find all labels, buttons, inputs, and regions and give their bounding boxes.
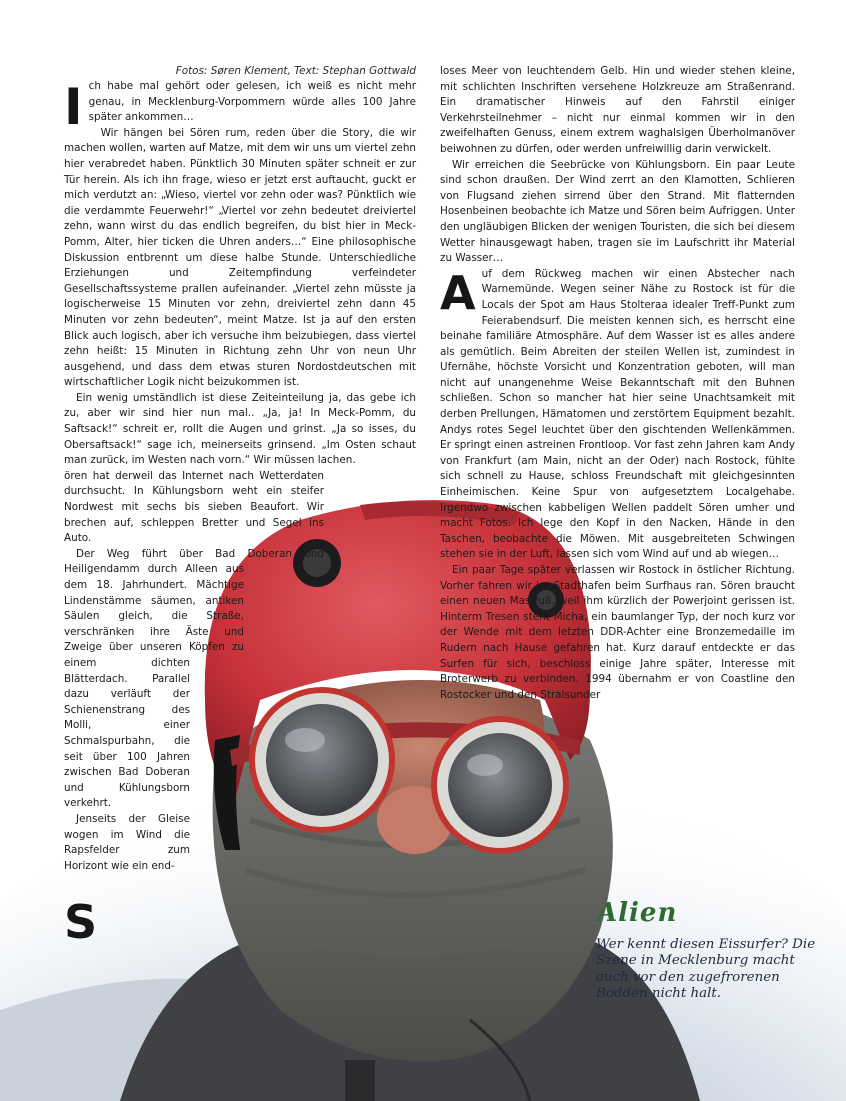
left-paragraph-5: Der Weg führt über Bad Doberan und Heiligendamm durch Alleen aus dem 18. Jahrhundert. Mächtige Lindenstämme säumen, antiken Säulen gleich, die Straße, verschränken ihre Äste und Zweige über unseren Köpfen zu einem dichten Blätterdach. Parallel dazu verläuft der Schienenstrang des Molli, einer Schmalspurbahn, die seit über 100 Jahren zwischen Bad Doberan und Kühlungsborn verkehrt. xyxy=(64,547,324,810)
right-paragraph-4: Ein paar Tage später verlassen wir Rostock in östlicher Richtung. Vorher fahren wir im Stadthafen beim Surfhaus ran. Sören braucht einen neuen Mastfuß, weil ihm kürzlich der Powerjoint gerissen ist. Hinterm Tresen steht Micha, ein baumlanger Typ, der noch kurz vor der Wende mit dem letzten DDR-Achter eine Bronzemedaille im Rudern nach Hause gefahren hat. Kurz darauf entdeckte er das Surfen für sich, beschloss einige Jahre später, Interesse mit Broterwerb zu verbinden. 1994 übernahm er von Coastline den Rostocker und den Stralsunder xyxy=(440,564,795,701)
drop-cap-s: S xyxy=(64,894,98,949)
photo-credit: Fotos: Søren Klement, Text: Stephan Gottwald xyxy=(175,65,416,77)
right-paragraph-2: Wir erreichen die Seebrücke von Kühlungsborn. Ein paar Leute sind schon draußen. Der Wind zerrt an den Klamotten, Schlieren von Flugsand ziehen sirrend über den Strand. Mit flatternden Hosenbeinen beobachte ich Matze und Sören beim Aufriggen. Unter den ungläubigen Blicken der wenigen Touristen, die sich bei diesem Wetter hinausgewagt haben, tragen sie im Laufschritt ihr Material zu Wasser… xyxy=(440,158,795,265)
right-paragraph-3 xyxy=(440,267,795,563)
left-column xyxy=(64,79,416,1097)
left-paragraph-6: Jenseits der Gleise wogen im Wind die Rapsfelder zum Horizont wie ein end- xyxy=(64,812,190,872)
drop-cap-i: I xyxy=(64,78,83,136)
right-column xyxy=(440,64,795,703)
left-paragraph-2: Wir hängen bei Sören rum, reden über die Story, die wir machen wollen, warten auf Matze, mit dem wir uns um viertel zehn hier verabredet haben. Pünktlich 30 Minuten später schneit er zur Tür herein. Als ich ihn frage, wieso er jetzt erst auftaucht, guckt er mich verdutzt an: „Wieso, viertel vor zehn oder was? Pünktlich wie die verdammte Feuerwehr!“ „Viertel vor zehn bedeutet dreiviertel zehn, wann wirst du das endlich begreifen, du bist hier in Meck-Pomm, Alter, hier ticken die Uhren anders…“ Eine philosophische Diskussion entbrennt um diese halbe Stunde. Unterschiedliche Erziehungen und Zeitempfindung verfeindeter Gesellschaftssysteme prallen aufeinander. „Viertel zehn müsste ja logischerweise 15 Minuten vor zehn, dreiviertel zehn dann 45 Minuten vor zehn bedeuten“, meint Matze. Ist ja auf den ersten Blick auch logisch, aber ich versuche ihm beizubiegen, dass viertel zehn heißt: 15 Minuten in Richtung zehn Uhr von neun Uhr ausgehend, und dass dem etwas sturen Nordostdeutschen mit wirtschaftlicher Logik nicht beizukommen ist. xyxy=(64,126,416,389)
caption-title: Alien xyxy=(597,898,678,928)
left-p1-text: ch habe mal gehört oder gelesen, ich weiß es nicht mehr genau, in Mecklenburg-Vorpommern würde alles 100 Jahre später ankommen… xyxy=(88,80,416,124)
drop-cap-a: A xyxy=(440,265,476,320)
left-paragraph-1 xyxy=(64,78,416,136)
right-p3-text: uf dem Rückweg machen wir einen Abstecher nach Warnemünde. Wegen seiner Nähe zu Rostock ist für die Locals der Spot am Haus Stolteraa idealer Treff-Punkt zum Feierabendsurf. Die meisten kennen sich, es herrscht eine beinahe familiäre Atmosphäre. Auf dem Wasser ist es alles andere als gemütlich. Beim Abreiten der steilen Wellen ist, zumindest in Ufernähe, höchste Vorsicht und Konzentration geboten, will man nicht auf unangenehme Weise Bekanntschaft mit den Buhnen schließen. Schon so mancher hat hier seine Unachtsamkeit mit derben Prellungen, Hämatomen und zerstörtem Equipment bezahlt. Andys rotes Segel leuchtet über den gischtenden Wellenkämmen. Er springt einen astreinen Frontloop. Vor fast zehn Jahren kam Andy von Frankfurt (am Main, nicht an der Oder) nach Rostock, fühlte sich schnell zu Hause, schloss Freundschaft mit gleichgesinnten Einheimischen. Keine Spur von aufgesetztem Localgehabe. Irgendwo zwischen kabbeligen Wellen paddelt Sören umher und macht Fotos. Ich lege den Kopf in den Nacken, Hände in den Taschen, beobachte die Möwen. Mit ausgebreiteten Schwingen stehen sie in der Luft, lassen sich vom Wind auf und ab wiegen… xyxy=(440,267,795,561)
right-paragraph-1: loses Meer von leuchtendem Gelb. Hin und wieder stehen kleine, mit schlichten Inschriften versehene Holzkreuze am Straßenrand. Ein dramatischer Hinweis auf den Fahrstil einiger Verkehrsteilnehmer – nicht nur einmal kommen wir in den zweifelhaften Genuss, einem extrem waghalsigen Überholmanöver beiwohnen zu dürfen, oder werden unfreiwillig darin verwickelt. xyxy=(440,65,795,155)
left-paragraph-3: Ein wenig umständlich ist diese Zeiteinteilung ja, das gebe ich zu, aber wir sind hier nun mal.. „Ja, ja! In Meck-Pomm, du Saftsack!“ schreit er, rollt die Augen und grinst. „Ja so isses, du Obersaftsack!“ sage ich, meinerseits grinsend. „Im Osten schaut man zurück, im Westen nach vorn.“ Wir müssen lachen. xyxy=(64,391,416,467)
left-p4-text: ören hat derweil das Internet nach Wetterdaten durchsucht. In Kühlungsborn weht ein steifer Nordwest mit sechs bis sieben Beaufort. Wir brechen auf, schleppen Bretter und Segel ins Auto. xyxy=(64,469,324,545)
caption-text: Wer kennt diesen Eissurfer? Die Szene in Mecklenburg macht auch vor den zugefrorenen Bodden nicht halt. xyxy=(596,937,816,1002)
